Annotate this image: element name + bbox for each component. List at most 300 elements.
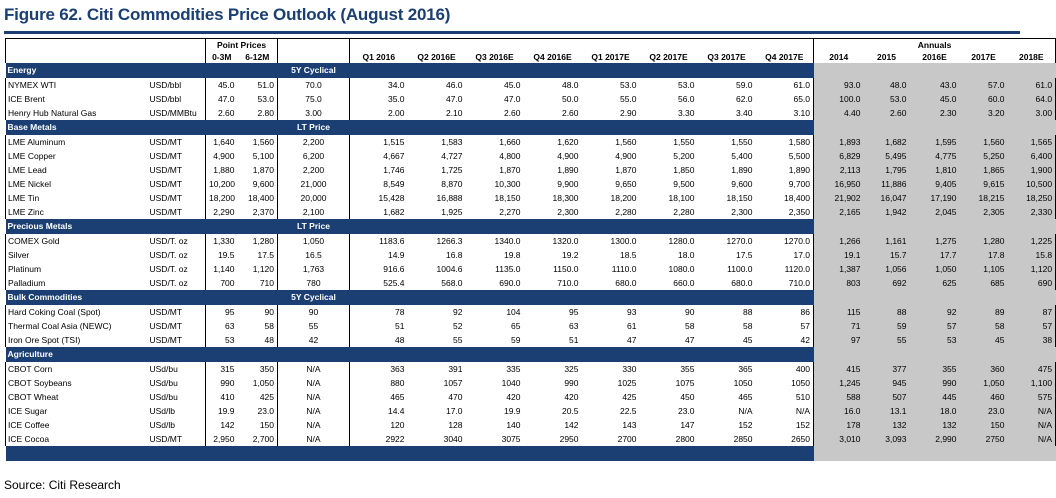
value-cell: 19.5 — [206, 248, 238, 262]
value-cell: 60.0 — [960, 92, 1008, 106]
footer-cell — [408, 446, 466, 461]
value-cell: 45.0 — [503, 80, 521, 90]
value-cell: 120 — [350, 418, 408, 432]
value-cell: 5,500 — [788, 151, 811, 161]
table-footer-band — [6, 446, 1056, 461]
value-cell: 3.40 — [735, 108, 753, 118]
value-cell: 16,950 — [814, 177, 864, 191]
column-header: 2014 — [814, 51, 864, 63]
value-cell: 45 — [960, 333, 1008, 347]
source-note: Source: Citi Research — [4, 478, 121, 492]
column-header: 2015 — [877, 52, 896, 62]
value-cell: 2.00 — [350, 106, 408, 120]
commodity-name: Silver — [6, 248, 148, 262]
value-cell: 1,890 — [557, 165, 579, 175]
value-cell: 2,300 — [731, 207, 753, 217]
value-cell: 377 — [864, 362, 910, 376]
value-cell: 1,865 — [960, 163, 1008, 177]
column-header: 2017E — [971, 52, 996, 62]
value-cell: 59.0 — [735, 80, 753, 90]
value-cell: 88 — [743, 307, 753, 317]
value-cell: 65 — [511, 321, 521, 331]
value-cell: 15,428 — [350, 191, 408, 205]
value-cell: 2950 — [559, 434, 579, 444]
value-cell: 1057 — [443, 378, 463, 388]
commodity-name: ICE Cocoa — [6, 432, 148, 446]
value-cell: 2.30 — [910, 106, 960, 120]
value-cell: 588 — [814, 390, 864, 404]
section-blank — [756, 219, 814, 234]
value-cell: 42 — [800, 335, 811, 345]
value-cell: 17.5 — [735, 250, 753, 260]
section-blank — [910, 290, 960, 305]
value-cell: 1004.6 — [436, 264, 463, 274]
section-blank — [206, 290, 238, 305]
value-cell: 62.0 — [735, 94, 753, 104]
value-cell: 3,010 — [814, 432, 864, 446]
value-cell: 1135.0 — [495, 264, 521, 274]
value-cell: 18,300 — [552, 193, 579, 203]
value-cell: 1110.0 — [611, 264, 637, 274]
column-header: Q3 2017E — [707, 52, 746, 62]
value-cell: 1,280 — [252, 236, 275, 246]
page-title: Figure 62. Citi Commodities Price Outlook (August 2016) — [4, 5, 451, 24]
section-name: Agriculture — [6, 347, 206, 362]
section-blank — [864, 290, 910, 305]
value-cell: 58 — [685, 321, 695, 331]
footer-cell — [206, 446, 238, 461]
value-cell: 23.0 — [257, 406, 275, 416]
section-blank — [1008, 290, 1056, 305]
section-blank — [814, 290, 864, 305]
section-blank — [350, 120, 408, 135]
header-row-1 — [6, 39, 1056, 52]
column-header: 6-12M — [245, 52, 270, 62]
value-cell: 17.0 — [793, 250, 811, 260]
value-cell: 9,600 — [731, 179, 753, 189]
value-cell: 75.0 — [278, 92, 350, 106]
value-cell: 5,495 — [864, 149, 910, 163]
value-cell: 9,650 — [615, 179, 637, 189]
value-cell: 2850 — [733, 434, 753, 444]
value-cell: 86 — [800, 307, 811, 317]
section-blank — [466, 290, 524, 305]
value-cell: 18,100 — [668, 193, 695, 203]
value-cell: 92 — [453, 307, 463, 317]
value-cell: 53.0 — [864, 92, 910, 106]
value-cell: 525.4 — [350, 276, 408, 290]
value-cell: 70.0 — [278, 78, 350, 92]
value-cell: 63 — [206, 319, 238, 333]
footer-cell — [756, 446, 814, 461]
value-cell: 64.0 — [1008, 92, 1056, 106]
value-cell: 1050 — [733, 378, 753, 388]
value-cell: 100.0 — [814, 92, 864, 106]
value-cell: 15.7 — [864, 248, 910, 262]
footer-cell — [640, 446, 698, 461]
value-cell: 142 — [564, 420, 579, 430]
section-blank — [640, 290, 698, 305]
value-cell: 1,140 — [206, 262, 238, 276]
section-blank — [698, 63, 756, 78]
section-name: Precious Metals — [6, 219, 206, 234]
value-cell: 17.8 — [960, 248, 1008, 262]
section-subheader — [278, 347, 350, 362]
section-blank — [910, 219, 960, 234]
value-cell: 420 — [564, 392, 579, 402]
commodity-unit: USD/T. oz — [149, 236, 188, 246]
column-header: Q1 2017E — [591, 52, 630, 62]
value-cell: 1080.0 — [668, 264, 695, 274]
section-subheader: LT Price — [278, 219, 350, 234]
section-blank — [582, 347, 640, 362]
column-header: Q4 2017E — [765, 52, 804, 62]
value-cell: 1,050 — [252, 378, 275, 388]
value-cell: 1266.3 — [436, 236, 463, 246]
value-cell: 63 — [569, 321, 579, 331]
value-cell: 391 — [448, 364, 463, 374]
value-cell: 56.0 — [677, 94, 695, 104]
value-cell: 2,113 — [814, 163, 864, 177]
section-blank — [960, 347, 1008, 362]
value-cell: 20,000 — [278, 191, 350, 205]
commodity-name: LME Aluminum — [6, 135, 148, 149]
value-cell: 4,900 — [206, 149, 238, 163]
column-header: Q3 2016E — [475, 52, 514, 62]
footer-cell — [466, 446, 524, 461]
value-cell: N/A — [278, 376, 350, 390]
value-cell: 2,100 — [278, 205, 350, 219]
value-cell: 88 — [864, 305, 910, 319]
section-blank — [524, 63, 582, 78]
value-cell: 1,880 — [206, 163, 238, 177]
commodity-name: Iron Ore Spot (TSI) — [6, 333, 148, 347]
section-blank — [350, 219, 408, 234]
value-cell: 57 — [1008, 319, 1056, 333]
table-row — [6, 177, 1056, 191]
section-blank — [238, 219, 278, 234]
value-cell: 18,200 — [206, 191, 238, 205]
section-blank — [582, 63, 640, 78]
value-cell: 2700 — [617, 434, 637, 444]
commodity-unit: USD/MT — [149, 137, 183, 147]
footer-cell — [698, 446, 756, 461]
table-row — [6, 205, 1056, 219]
value-cell: 1,725 — [441, 165, 463, 175]
value-cell: 48.0 — [561, 80, 579, 90]
value-cell: 2,270 — [499, 207, 521, 217]
commodity-name: Hard Coking Coal (Spot) — [6, 305, 148, 319]
value-cell: 700 — [206, 276, 238, 290]
value-cell: N/A — [795, 406, 811, 416]
value-cell: N/A — [278, 404, 350, 418]
table-row — [6, 135, 1056, 149]
footer-cell — [524, 446, 582, 461]
value-cell: 2.90 — [619, 108, 637, 118]
value-cell: 365 — [738, 364, 753, 374]
value-cell: 692 — [864, 276, 910, 290]
section-subheader: 5Y Cyclical — [278, 63, 350, 78]
value-cell: 6,200 — [278, 149, 350, 163]
value-cell: 1,850 — [673, 165, 695, 175]
value-cell: 38 — [1008, 333, 1056, 347]
value-cell: 42 — [278, 333, 350, 347]
value-cell: 1,100 — [1008, 376, 1056, 390]
value-cell: 4,667 — [350, 149, 408, 163]
section-blank — [206, 219, 238, 234]
value-cell: 685 — [960, 276, 1008, 290]
value-cell: N/A — [278, 362, 350, 376]
section-header-bulk-commodities — [6, 290, 1056, 305]
value-cell: 1,942 — [864, 205, 910, 219]
value-cell: 1,550 — [731, 137, 753, 147]
value-cell: 1150.0 — [553, 264, 579, 274]
value-cell: 142 — [206, 418, 238, 432]
price-outlook-table — [5, 38, 1056, 461]
section-blank — [960, 290, 1008, 305]
value-cell: 2800 — [675, 434, 695, 444]
value-cell: 52 — [453, 321, 463, 331]
value-cell: 90 — [278, 305, 350, 319]
value-cell: 59 — [864, 319, 910, 333]
value-cell: 140 — [506, 420, 521, 430]
value-cell: 48 — [350, 333, 408, 347]
table-row — [6, 163, 1056, 177]
value-cell: 2,200 — [278, 135, 350, 149]
value-cell: 48.0 — [864, 78, 910, 92]
value-cell: 1,890 — [731, 165, 753, 175]
section-blank — [640, 120, 698, 135]
value-cell: 14.4 — [350, 404, 408, 418]
value-cell: 2.10 — [445, 108, 463, 118]
commodity-unit: USD/T. oz — [149, 264, 188, 274]
value-cell: 1075 — [675, 378, 695, 388]
value-cell: 95 — [206, 305, 238, 319]
value-cell: 2.60 — [561, 108, 579, 118]
section-blank — [1008, 63, 1056, 78]
value-cell: 4,800 — [499, 151, 521, 161]
value-cell: 990 — [564, 378, 579, 388]
value-cell: 23.0 — [677, 406, 695, 416]
section-blank — [238, 120, 278, 135]
value-cell: N/A — [738, 406, 753, 416]
value-cell: 65.0 — [793, 94, 811, 104]
value-cell: 10,200 — [206, 177, 238, 191]
table-row — [6, 376, 1056, 390]
section-blank — [814, 120, 864, 135]
commodity-unit: USD/MT — [149, 193, 183, 203]
value-cell: 710.0 — [788, 278, 811, 288]
value-cell: 20.5 — [561, 406, 579, 416]
section-blank — [756, 120, 814, 135]
value-cell: 425 — [259, 392, 275, 402]
value-cell: 325 — [564, 364, 579, 374]
value-cell: 415 — [814, 362, 864, 376]
value-cell: 55 — [278, 319, 350, 333]
value-cell: 90 — [264, 307, 275, 317]
section-blank — [206, 347, 238, 362]
value-cell: 4.40 — [814, 106, 864, 120]
value-cell: 132 — [864, 418, 910, 432]
section-blank — [466, 63, 524, 78]
table-row — [6, 248, 1056, 262]
value-cell: 55 — [864, 333, 910, 347]
commodity-unit: USD/MT — [149, 321, 183, 331]
value-cell: 57.0 — [960, 78, 1008, 92]
section-blank — [814, 219, 864, 234]
section-blank — [350, 290, 408, 305]
value-cell: 3.00 — [278, 106, 350, 120]
value-cell: 420 — [506, 392, 521, 402]
value-cell: 89 — [960, 305, 1008, 319]
value-cell: 104 — [506, 307, 521, 317]
value-cell: 150 — [259, 420, 275, 430]
value-cell: 1,870 — [499, 165, 521, 175]
value-cell: 50.0 — [561, 94, 579, 104]
value-cell: 90 — [685, 307, 695, 317]
value-cell: 2922 — [350, 432, 408, 446]
section-blank — [640, 63, 698, 78]
value-cell: 1320.0 — [552, 236, 579, 246]
value-cell: 87 — [1008, 305, 1056, 319]
footer-cell — [814, 446, 864, 461]
value-cell: 11,886 — [864, 177, 910, 191]
value-cell: 58 — [960, 319, 1008, 333]
value-cell: 8,870 — [441, 179, 463, 189]
value-cell: 61 — [627, 321, 637, 331]
footer-cell — [582, 446, 640, 461]
section-blank — [238, 290, 278, 305]
section-blank — [910, 347, 960, 362]
value-cell: 1,620 — [557, 137, 579, 147]
value-cell: 53.0 — [619, 80, 637, 90]
value-cell: 71 — [814, 319, 864, 333]
title-rule — [4, 31, 1020, 34]
value-cell: 1,746 — [350, 163, 408, 177]
commodity-unit: USD/MT — [149, 434, 183, 444]
value-cell: 57 — [800, 321, 811, 331]
value-cell: 1,660 — [499, 137, 521, 147]
commodity-unit: USD/bbl — [149, 80, 182, 90]
table-row — [6, 234, 1056, 248]
value-cell: 1,560 — [960, 135, 1008, 149]
commodity-name: Henry Hub Natural Gas — [6, 106, 148, 120]
value-cell: 780 — [278, 276, 350, 290]
section-blank — [1008, 120, 1056, 135]
value-cell: 1,330 — [206, 234, 238, 248]
value-cell: 2,305 — [960, 205, 1008, 219]
table-row — [6, 276, 1056, 290]
value-cell: 2,990 — [910, 432, 960, 446]
point-prices-header: Point Prices — [206, 39, 278, 52]
table-row — [6, 362, 1056, 376]
section-blank — [350, 347, 408, 362]
value-cell: 17,190 — [910, 191, 960, 205]
value-cell: 315 — [206, 362, 238, 376]
value-cell: 5,250 — [960, 149, 1008, 163]
value-cell: N/A — [278, 390, 350, 404]
commodity-unit: USD/MT — [149, 179, 183, 189]
section-blank — [350, 63, 408, 78]
value-cell: 3.00 — [1008, 106, 1056, 120]
commodity-name: ICE Sugar — [6, 404, 148, 418]
value-cell: 1270.0 — [726, 236, 753, 246]
value-cell: 1,763 — [278, 262, 350, 276]
value-cell: 4,900 — [615, 151, 637, 161]
value-cell: 6,400 — [1008, 149, 1056, 163]
section-blank — [960, 219, 1008, 234]
value-cell: N/A — [278, 418, 350, 432]
table-row — [6, 305, 1056, 319]
table-row — [6, 262, 1056, 276]
value-cell: 45.0 — [910, 92, 960, 106]
section-blank — [864, 347, 910, 362]
value-cell: 1,595 — [910, 135, 960, 149]
value-cell: 355 — [910, 362, 960, 376]
value-cell: 1,275 — [910, 234, 960, 248]
commodity-unit: USd/bu — [149, 392, 178, 402]
table-row — [6, 92, 1056, 106]
value-cell: 2,370 — [252, 207, 275, 217]
value-cell: 16.0 — [814, 404, 864, 418]
value-cell: 1,105 — [960, 262, 1008, 276]
commodity-name: CBOT Soybeans — [6, 376, 148, 390]
value-cell: 9,600 — [252, 179, 275, 189]
value-cell: 625 — [910, 276, 960, 290]
footer-cell — [960, 446, 1008, 461]
value-cell: 1,560 — [252, 137, 275, 147]
value-cell: 18.0 — [910, 404, 960, 418]
value-cell: 58 — [743, 321, 753, 331]
value-cell: 680.0 — [731, 278, 753, 288]
value-cell: 45.0 — [206, 78, 238, 92]
value-cell: 92 — [910, 305, 960, 319]
column-header: 2016E — [922, 52, 947, 62]
column-header — [278, 51, 350, 63]
table-row — [6, 432, 1056, 446]
value-cell: 1,161 — [864, 234, 910, 248]
value-cell: 152 — [795, 420, 811, 430]
value-cell: 147 — [680, 420, 695, 430]
section-blank — [408, 290, 466, 305]
value-cell: 132 — [910, 418, 960, 432]
value-cell: 18.0 — [677, 250, 695, 260]
value-cell: 1,050 — [910, 262, 960, 276]
value-cell: 710 — [259, 278, 275, 288]
value-cell: 2,280 — [615, 207, 637, 217]
value-cell: 17.5 — [257, 250, 275, 260]
section-blank — [524, 290, 582, 305]
section-blank — [814, 347, 864, 362]
value-cell: 410 — [206, 390, 238, 404]
commodity-unit: USD/MT — [149, 151, 183, 161]
value-cell: 4,727 — [441, 151, 463, 161]
commodity-unit: USD/bbl — [149, 94, 182, 104]
commodity-name: LME Zinc — [6, 205, 148, 219]
value-cell: 465 — [738, 392, 753, 402]
value-cell: 61.0 — [1008, 78, 1056, 92]
commodity-name: LME Nickel — [6, 177, 148, 191]
value-cell: 945 — [864, 376, 910, 390]
section-blank — [698, 290, 756, 305]
value-cell: 21,902 — [814, 191, 864, 205]
section-blank — [640, 219, 698, 234]
value-cell: 78 — [350, 305, 408, 319]
value-cell: N/A — [278, 432, 350, 446]
value-cell: N/A — [1008, 432, 1056, 446]
section-subheader: 5Y Cyclical — [278, 290, 350, 305]
commodity-unit: USD/MT — [149, 165, 183, 175]
